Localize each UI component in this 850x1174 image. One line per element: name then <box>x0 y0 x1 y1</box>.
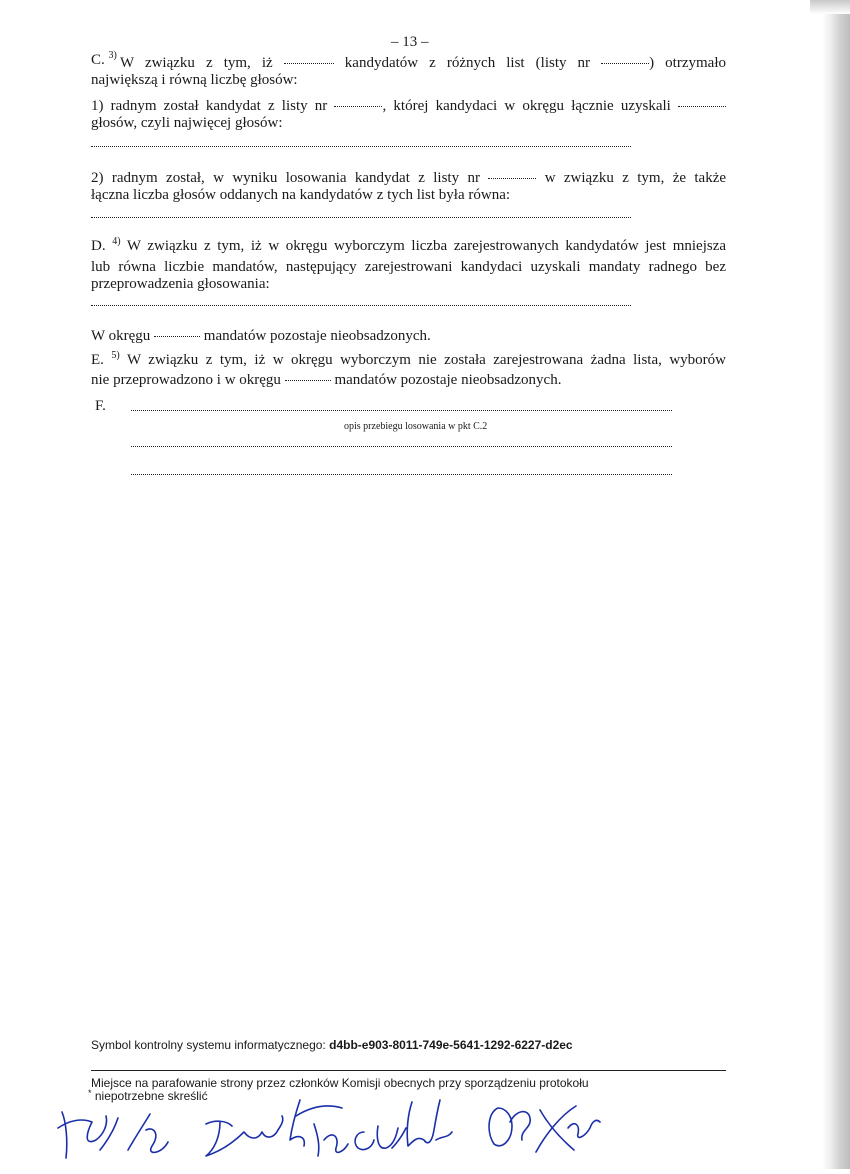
blank-e-unfilled-count[interactable] <box>285 380 331 381</box>
section-f-letter: F. <box>95 398 106 414</box>
footer-divider <box>91 1070 726 1071</box>
section-d-fill-line[interactable] <box>91 305 631 306</box>
control-code: d4bb-e903-8011-749e-5641-1292-6227-d2ec <box>329 1038 573 1052</box>
scan-corner-shadow <box>810 0 850 14</box>
blank-district-unfilled-count[interactable] <box>154 336 200 337</box>
signature-5 <box>355 1126 406 1150</box>
section-e-line1: E. $^{5)}$ W związku z tym, iż w okręgu wyborczym nie została zarejestrowana żadna lista, wyborów <box>91 350 726 368</box>
scan-edge-shadow <box>822 0 850 1169</box>
page-number: – 13 – <box>391 34 429 50</box>
signature-8 <box>536 1106 600 1152</box>
initials-note: Miejsce na parafowanie strony przez członków Komisji obecnych przy sporządzeniu protokołu <box>91 1076 589 1090</box>
blank-item2-list-number[interactable] <box>488 178 536 179</box>
blank-item1-votes[interactable] <box>678 106 726 107</box>
section-d-line1: D. $^{4)}$ W związku z tym, iż w okręgu wyborczym liczba zarejestrowanych kandydatów jest mniejsza <box>91 236 727 254</box>
section-c-item1-line1: 1) radnym został kandydat z listy nr , której kandydaci w okręgu łącznie uzyskali <box>91 98 726 115</box>
signature-2 <box>128 1114 168 1152</box>
signature-4 <box>290 1100 348 1156</box>
signature-3 <box>206 1116 283 1156</box>
strike-note: * niepotrzebne skreślić <box>88 1088 208 1103</box>
blank-candidate-count[interactable] <box>284 63 334 64</box>
signature-1 <box>58 1112 118 1158</box>
control-symbol: Symbol kontrolny systemu informatycznego: d4bb-e903-8011-749e-5641-1292-6227-d2ec <box>91 1038 573 1052</box>
section-d-line2: lub równa liczbie mandatów, następujący zarejestrowani kandydaci uzyskali mandaty radnego bez <box>91 259 726 275</box>
section-c-letter: C. $^{3)}$ <box>91 50 117 68</box>
blank-list-numbers[interactable] <box>601 63 649 64</box>
signature-6 <box>407 1100 452 1146</box>
section-c-line1: W związku z tym, iż kandydatów z różnych list (listy nr ) otrzymało <box>120 55 726 71</box>
section-f-line-3[interactable] <box>131 474 672 475</box>
section-f-line-1[interactable] <box>131 410 672 411</box>
section-d-line3: przeprowadzenia głosowania: <box>91 276 270 292</box>
section-d-unfilled: W okręgu mandatów pozostaje nieobsadzonych. <box>91 328 431 344</box>
section-f-caption: opis przebiegu losowania w pkt C.2 <box>344 421 488 432</box>
section-c-item1-line2: głosów, czyli najwięcej głosów: <box>91 115 283 131</box>
item1-fill-line[interactable] <box>91 146 631 147</box>
section-e-line2: nie przeprowadzono i w okręgu mandatów pozostaje nieobsadzonych. <box>91 372 562 388</box>
section-c-line2: największą i równą liczbę głosów: <box>91 72 298 88</box>
blank-item1-list-number[interactable] <box>334 106 382 107</box>
section-c-item2-line2: łączna liczba głosów oddanych na kandydatów z tych list była równa: <box>91 187 511 203</box>
signature-7 <box>489 1108 530 1146</box>
section-f-line-2[interactable] <box>131 446 672 447</box>
section-c-item2-line1: 2) radnym został, w wyniku losowania kandydat z listy nr w związku z tym, że także <box>91 170 727 186</box>
item2-fill-line[interactable] <box>91 217 631 218</box>
